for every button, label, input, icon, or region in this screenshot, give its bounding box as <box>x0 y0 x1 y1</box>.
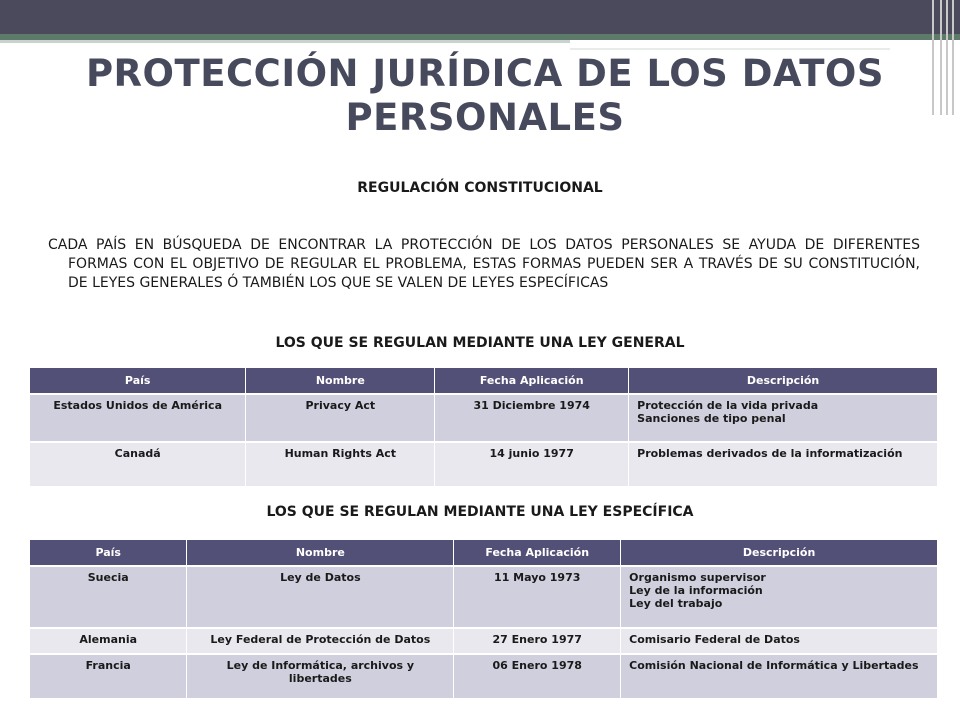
column-header: Nombre <box>246 368 435 394</box>
cell-description: Organismo supervisor Ley de la información Ley del trabajo <box>621 566 938 628</box>
table-row <box>30 654 938 698</box>
cell-date: 11 Mayo 1973 <box>454 566 621 628</box>
cell-description: Problemas derivados de la informatización <box>629 442 938 486</box>
table-row <box>30 566 938 628</box>
body-paragraph: CADA PAÍS EN BÚSQUEDA DE ENCONTRAR LA PROTECCIÓN DE LOS DATOS PERSONALES SE AYUDA DE DIFERENTES FORMAS CON EL OBJETIVO DE REGULAR EL PROBLEMA, ESTAS FORMAS PUEDEN SER A TRAVÉS DE SU CONSTITUCIÓN, DE LEYES GENERALES Ó TAMBIÉN LOS QUE SE VALEN DE LEYES ESPECÍFICAS <box>48 237 920 291</box>
column-header: Fecha Aplicación <box>454 540 621 566</box>
cell-description: Comisión Nacional de Informática y Libertades <box>621 654 938 698</box>
cell-law-name: Ley Federal de Protección de Datos <box>187 628 454 654</box>
cell-country: Canadá <box>30 442 246 486</box>
column-header: Descripción <box>621 540 938 566</box>
cell-description: Comisario Federal de Datos <box>621 628 938 654</box>
cell-law-name: Privacy Act <box>246 394 435 442</box>
column-header: País <box>30 368 246 394</box>
general-law-table <box>30 368 938 486</box>
slide-title: PROTECCIÓN JURÍDICA DE LOS DATOS PERSONALES <box>85 52 885 139</box>
table-row <box>30 394 938 442</box>
cell-date: 06 Enero 1978 <box>454 654 621 698</box>
cell-country: Estados Unidos de América <box>30 394 246 442</box>
column-header: País <box>30 540 187 566</box>
table-header-row <box>30 368 938 394</box>
column-header: Descripción <box>629 368 938 394</box>
table-row <box>30 628 938 654</box>
decorative-bars <box>926 0 960 115</box>
divider-line <box>570 48 890 50</box>
cell-law-name: Ley de Datos <box>187 566 454 628</box>
divider-line <box>0 40 570 43</box>
table-row <box>30 442 938 486</box>
table-header-row <box>30 540 938 566</box>
cell-country: Francia <box>30 654 187 698</box>
section-heading-general: LOS QUE SE REGULAN MEDIANTE UNA LEY GENERAL <box>275 335 685 351</box>
column-header: Nombre <box>187 540 454 566</box>
cell-date: 27 Enero 1977 <box>454 628 621 654</box>
cell-date: 31 Diciembre 1974 <box>435 394 629 442</box>
column-header: Fecha Aplicación <box>435 368 629 394</box>
cell-country: Suecia <box>30 566 187 628</box>
cell-country: Alemania <box>30 628 187 654</box>
section-heading-specific: LOS QUE SE REGULAN MEDIANTE UNA LEY ESPECÍFICA <box>266 504 694 520</box>
cell-date: 14 junio 1977 <box>435 442 629 486</box>
cell-description: Protección de la vida privada Sanciones de tipo penal <box>629 394 938 442</box>
cell-law-name: Human Rights Act <box>246 442 435 486</box>
slide-subtitle: REGULACIÓN CONSTITUCIONAL <box>357 180 603 196</box>
top-banner <box>0 0 960 34</box>
cell-law-name: Ley de Informática, archivos y libertades <box>187 654 454 698</box>
specific-law-table <box>30 540 938 698</box>
